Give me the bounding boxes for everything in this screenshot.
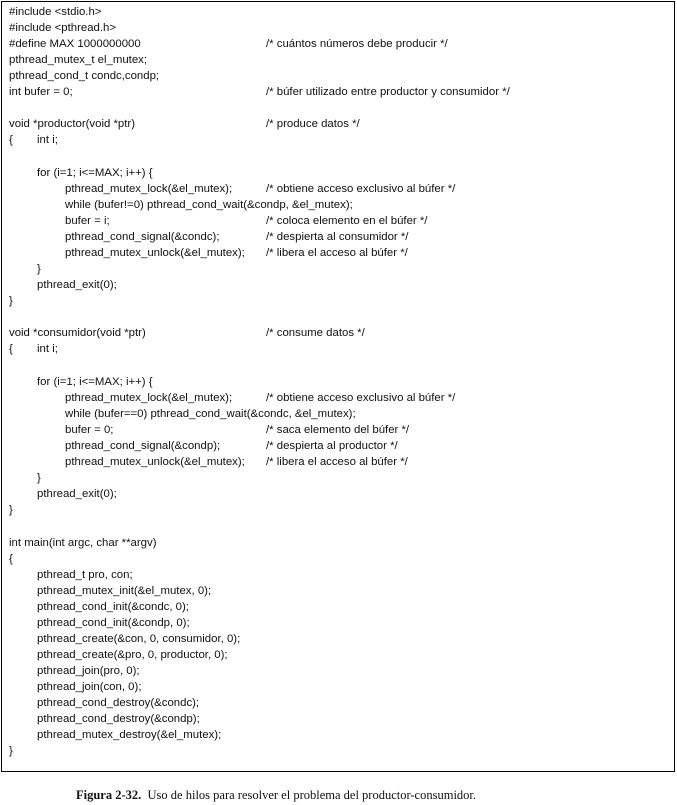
code-line: pthread_join(pro, 0); bbox=[37, 665, 140, 677]
code-brace: { bbox=[9, 553, 13, 565]
code-comment: /* búfer utilizado entre productor y consumidor */ bbox=[266, 86, 510, 98]
code-comment: /* obtiene acceso exclusivo al búfer */ bbox=[266, 183, 456, 195]
code-comment: /* obtiene acceso exclusivo al búfer */ bbox=[266, 392, 456, 404]
code-line: bufer = i; bbox=[65, 215, 110, 227]
code-line: while (bufer==0) pthread_cond_wait(&condc, &el_mutex); bbox=[65, 408, 356, 420]
code-line: pthread_cond_t condc,condp; bbox=[9, 70, 160, 82]
code-line: for (i=1; i<=MAX; i++) { bbox=[37, 376, 153, 388]
code-line: #include <stdio.h> bbox=[9, 6, 102, 18]
code-line: int i; bbox=[37, 134, 58, 146]
code-line: #include <pthread.h> bbox=[9, 22, 117, 34]
code-line: while (bufer!=0) pthread_cond_wait(&condp, &el_mutex); bbox=[65, 199, 353, 211]
code-line: pthread_mutex_lock(&el_mutex); bbox=[65, 183, 233, 195]
code-line: pthread_cond_signal(&condp); bbox=[65, 440, 221, 452]
code-line: pthread_create(&pro, 0, productor, 0); bbox=[37, 649, 228, 661]
code-line: pthread_cond_init(&condp, 0); bbox=[37, 617, 190, 629]
code-comment: /* despierta al productor */ bbox=[266, 440, 398, 452]
code-comment: /* cuántos números debe producir */ bbox=[266, 38, 448, 50]
code-line: pthread_mutex_destroy(&el_mutex); bbox=[37, 729, 222, 741]
code-line: int i; bbox=[37, 343, 58, 355]
code-comment: /* produce datos */ bbox=[266, 118, 360, 130]
code-line: #define MAX 1000000000 bbox=[9, 38, 141, 50]
code-brace: { bbox=[9, 134, 13, 146]
code-line: pthread_cond_signal(&condc); bbox=[65, 231, 220, 243]
code-line: pthread_mutex_unlock(&el_mutex); bbox=[65, 247, 245, 259]
figure-caption bbox=[76, 788, 476, 802]
figure-label: Figura 2-32. bbox=[76, 788, 142, 802]
code-line: pthread_mutex_t el_mutex; bbox=[9, 54, 148, 66]
code-line: pthread_cond_destroy(&condc); bbox=[37, 697, 200, 709]
code-line: pthread_create(&con, 0, consumidor, 0); bbox=[37, 633, 241, 645]
code-line: int main(int argc, char **argv) bbox=[9, 537, 157, 549]
code-line: void *consumidor(void *ptr) bbox=[9, 327, 146, 339]
code-line: for (i=1; i<=MAX; i++) { bbox=[37, 167, 153, 179]
code-comment: /* saca elemento del búfer */ bbox=[266, 424, 410, 436]
code-brace: { bbox=[9, 343, 13, 355]
code-comment: /* consume datos */ bbox=[266, 327, 365, 339]
code-line: bufer = 0; bbox=[65, 424, 114, 436]
code-line: pthread_t pro, con; bbox=[37, 569, 133, 581]
code-brace: } bbox=[9, 504, 13, 516]
code-line: pthread_mutex_init(&el_mutex, 0); bbox=[37, 585, 212, 597]
code-comment: /* libera el acceso al búfer */ bbox=[266, 456, 408, 468]
code-line: pthread_mutex_unlock(&el_mutex); bbox=[65, 456, 245, 468]
code-brace: } bbox=[9, 745, 13, 757]
code-comment: /* coloca elemento en el búfer */ bbox=[266, 215, 428, 227]
code-brace: } bbox=[37, 263, 41, 275]
code-comment: /* libera el acceso al búfer */ bbox=[266, 247, 408, 259]
code-line: pthread_exit(0); bbox=[37, 279, 117, 291]
code-line: pthread_cond_destroy(&condp); bbox=[37, 713, 200, 725]
code-line: pthread_exit(0); bbox=[37, 488, 117, 500]
code-line: int bufer = 0; bbox=[9, 86, 73, 98]
code-comment: /* despierta al consumidor */ bbox=[266, 231, 409, 243]
code-line: pthread_mutex_lock(&el_mutex); bbox=[65, 392, 233, 404]
code-line: void *productor(void *ptr) bbox=[9, 118, 135, 130]
code-line: pthread_cond_init(&condc, 0); bbox=[37, 601, 189, 613]
code-brace: } bbox=[37, 472, 41, 484]
figure-caption-text: Uso de hilos para resolver el problema del productor-consumidor. bbox=[147, 788, 477, 802]
code-line: pthread_join(con, 0); bbox=[37, 681, 142, 693]
code-brace: } bbox=[9, 295, 13, 307]
